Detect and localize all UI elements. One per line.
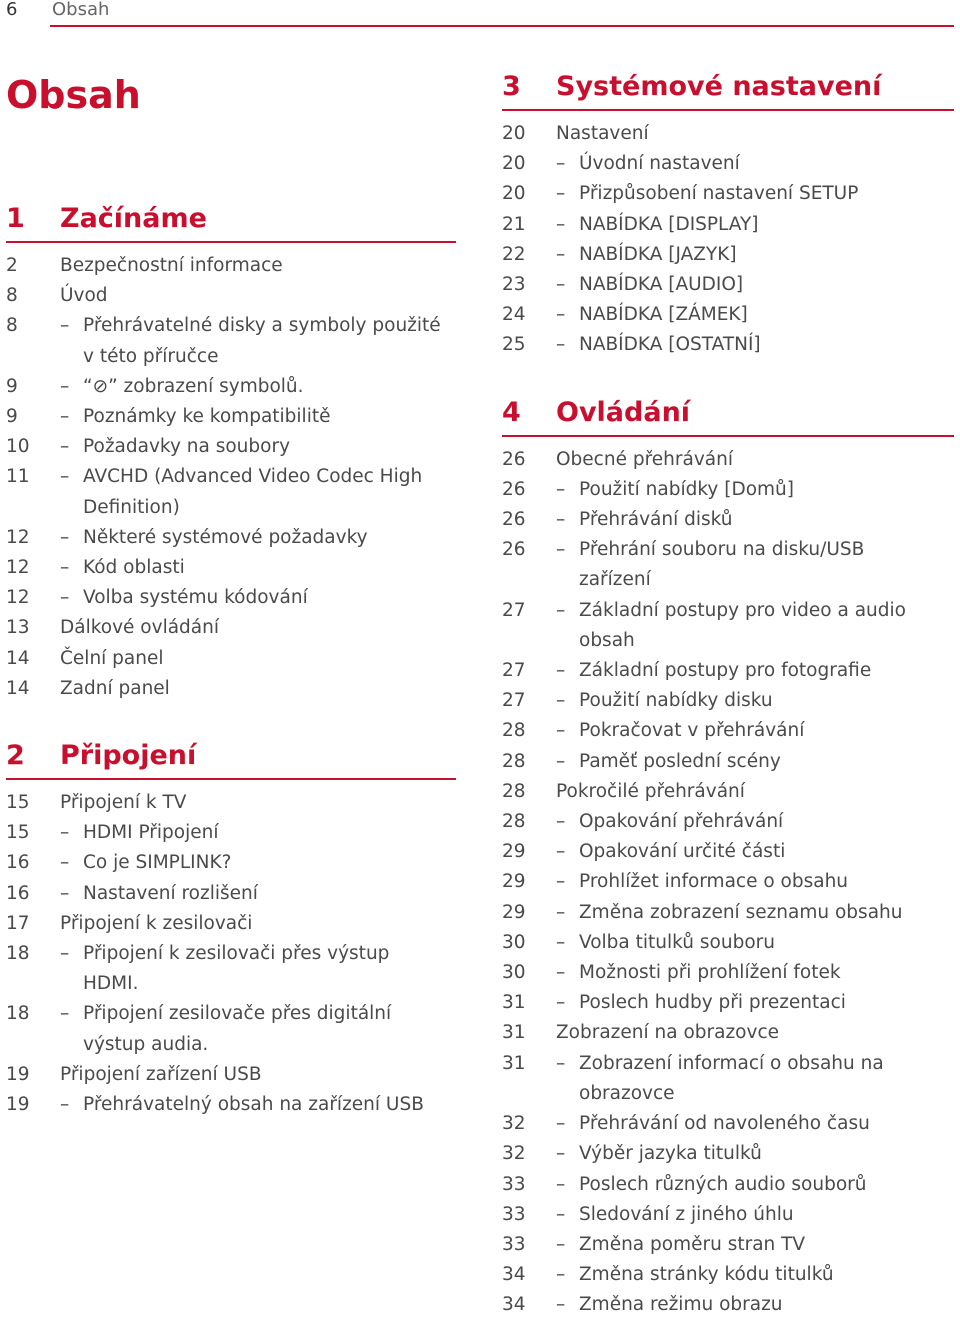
- toc-entry[interactable]: [502, 1260, 954, 1290]
- subentry-dash: –: [556, 1173, 566, 1195]
- toc-entry-text: Zobrazení informací o obsahu na obrazovce: [579, 1052, 884, 1104]
- toc-entry-text: Přehrávatelný obsah na zařízení USB: [83, 1094, 424, 1116]
- toc-page-number: 8: [6, 315, 18, 337]
- toc-page-number: 9: [6, 375, 18, 397]
- chapter-number: 4: [502, 396, 521, 428]
- toc-page-number: 32: [502, 1113, 526, 1135]
- toc-entry[interactable]: [502, 119, 954, 149]
- toc-page-number: 34: [502, 1294, 526, 1316]
- subentry-dash: –: [556, 1052, 566, 1074]
- toc-entry[interactable]: [502, 445, 954, 475]
- toc-entry-text: Zadní panel: [60, 677, 170, 699]
- toc-page-number: 19: [6, 1063, 30, 1085]
- toc-page-number: 26: [502, 448, 526, 470]
- header-divider: [50, 25, 954, 27]
- toc-entry[interactable]: [502, 958, 954, 988]
- toc-page-number: 22: [502, 243, 526, 265]
- subentry-dash: –: [556, 901, 566, 923]
- toc-entry-text: Výběr jazyka titulků: [579, 1143, 762, 1165]
- toc-entry[interactable]: [502, 1049, 954, 1109]
- toc-entry-text: HDMI Připojení: [83, 822, 219, 844]
- toc-page-number: 33: [502, 1173, 526, 1195]
- chapter-number: 2: [6, 740, 25, 772]
- toc-entry[interactable]: [6, 553, 456, 583]
- toc-entry-text: Použití nabídky disku: [579, 690, 773, 712]
- toc-page-number: 33: [502, 1203, 526, 1225]
- toc-entry[interactable]: [6, 462, 456, 522]
- toc-entry-text: Sledování z jiného úhlu: [579, 1203, 794, 1225]
- toc-entry-text: Úvodní nastavení: [579, 153, 740, 175]
- subentry-dash: –: [556, 992, 566, 1014]
- toc-list: [6, 788, 456, 1120]
- toc-entry[interactable]: [502, 300, 954, 330]
- chapter-1: [6, 185, 456, 704]
- subentry-dash: –: [556, 871, 566, 893]
- toc-page-number: 20: [502, 123, 526, 144]
- toc-entry-text: Co je SIMPLINK?: [83, 852, 232, 874]
- toc-page-number: 29: [502, 841, 526, 863]
- toc-entry[interactable]: [6, 909, 456, 939]
- toc-entry-text: Zobrazení na obrazovce: [556, 1022, 779, 1044]
- toc-page-number: 20: [502, 153, 526, 175]
- toc-entry[interactable]: [6, 432, 456, 462]
- subentry-dash: –: [60, 882, 70, 904]
- toc-entry-text: Prohlížet informace o obsahu: [579, 871, 849, 893]
- subentry-dash: –: [556, 720, 566, 742]
- chapter-divider: [6, 241, 456, 243]
- toc-entry-text: “⊘” zobrazení symbolů.: [83, 375, 304, 397]
- toc-entry-text: Dálkové ovládání: [60, 617, 219, 639]
- subentry-dash: –: [556, 304, 566, 326]
- toc-entry-text: Obecné přehrávání: [556, 448, 733, 470]
- toc-entry-text: NABÍDKA [DISPLAY]: [579, 213, 759, 235]
- toc-entry[interactable]: [502, 1139, 954, 1169]
- toc-entry[interactable]: [6, 251, 456, 281]
- toc-page-number: 11: [6, 466, 30, 488]
- toc-entry[interactable]: [6, 788, 456, 818]
- toc-page-number: 17: [6, 912, 30, 934]
- toc-entry[interactable]: [6, 311, 456, 371]
- toc-entry-text: Některé systémové požadavky: [83, 526, 368, 548]
- toc-entry-text: NABÍDKA [AUDIO]: [579, 274, 744, 296]
- toc-entry-text: Poznámky ke kompatibilitě: [83, 406, 331, 428]
- toc-page-number: 20: [502, 183, 526, 205]
- toc-page-number: 12: [6, 526, 30, 548]
- toc-page-number: 32: [502, 1143, 526, 1165]
- chapter-divider: [502, 109, 954, 111]
- toc-page-number: 31: [502, 1052, 526, 1074]
- toc-entry[interactable]: [502, 475, 954, 505]
- subentry-dash: –: [556, 750, 566, 772]
- subentry-dash: –: [556, 509, 566, 531]
- toc-page-number: 28: [502, 720, 526, 742]
- toc-list: [502, 445, 954, 1321]
- subentry-dash: –: [60, 526, 70, 548]
- toc-entry-text: Použití nabídky [Domů]: [579, 478, 794, 500]
- chapter-heading: [6, 185, 456, 243]
- toc-page-number: 12: [6, 557, 30, 579]
- subentry-dash: –: [60, 1003, 70, 1025]
- toc-entry[interactable]: [6, 879, 456, 909]
- subentry-dash: –: [556, 153, 566, 175]
- subentry-dash: –: [556, 1264, 566, 1286]
- toc-page-number: 26: [502, 478, 526, 500]
- subentry-dash: –: [60, 466, 70, 488]
- toc-entry-text: Kód oblasti: [83, 557, 185, 579]
- subentry-dash: –: [556, 690, 566, 712]
- toc-entry-text: Připojení zesilovače přes digitální výstup audia.: [83, 1003, 392, 1055]
- toc-page-number: 9: [6, 406, 18, 428]
- page-title: Obsah: [6, 73, 141, 117]
- toc-page-number: 16: [6, 882, 30, 904]
- toc-entry-text: Připojení zařízení USB: [60, 1063, 262, 1085]
- toc-entry-text: Volba titulků souboru: [579, 931, 775, 953]
- left-column: [6, 185, 456, 1120]
- toc-entry[interactable]: [502, 988, 954, 1018]
- toc-entry[interactable]: [6, 372, 456, 402]
- toc-entry-text: Změna režimu obrazu: [579, 1294, 783, 1316]
- toc-entry[interactable]: [6, 674, 456, 704]
- toc-page-number: 28: [502, 811, 526, 833]
- toc-entry[interactable]: [502, 1290, 954, 1320]
- toc-entry[interactable]: [502, 210, 954, 240]
- toc-page-number: 18: [6, 1003, 30, 1025]
- toc-page-number: 12: [6, 587, 30, 609]
- toc-entry[interactable]: [502, 505, 954, 535]
- toc-page-number: 30: [502, 931, 526, 953]
- toc-entry[interactable]: [502, 898, 954, 928]
- chapter-heading: [502, 379, 954, 437]
- toc-entry[interactable]: [502, 330, 954, 360]
- subentry-dash: –: [556, 962, 566, 984]
- toc-entry-text: Přizpůsobení nastavení SETUP: [579, 183, 859, 205]
- toc-entry-text: Připojení k TV: [60, 792, 187, 814]
- subentry-dash: –: [556, 811, 566, 833]
- toc-entry[interactable]: [502, 837, 954, 867]
- toc-page-number: 26: [502, 539, 526, 561]
- toc-entry-text: Změna zobrazení seznamu obsahu: [579, 901, 903, 923]
- toc-entry-text: NABÍDKA [ZÁMEK]: [579, 304, 748, 326]
- subentry-dash: –: [556, 660, 566, 682]
- toc-entry[interactable]: [6, 939, 456, 999]
- toc-entry-text: Základní postupy pro fotografie: [579, 660, 872, 682]
- toc-entry-text: AVCHD (Advanced Video Codec High Definition): [83, 466, 423, 518]
- toc-entry[interactable]: [502, 1170, 954, 1200]
- toc-entry-text: NABÍDKA [JAZYK]: [579, 243, 737, 265]
- toc-page-number: 34: [502, 1264, 526, 1286]
- chapter-title: Začínáme: [60, 203, 207, 234]
- subentry-dash: –: [60, 852, 70, 874]
- chapter-divider: [502, 435, 954, 437]
- subentry-dash: –: [60, 587, 70, 609]
- toc-entry[interactable]: [502, 867, 954, 897]
- chapter-number: 1: [6, 203, 25, 234]
- toc-entry-text: Poslech různých audio souborů: [579, 1173, 867, 1195]
- toc-entry-text: Připojení k zesilovači: [60, 912, 253, 934]
- toc-entry[interactable]: [502, 686, 954, 716]
- toc-entry-text: Přehrávání od navoleného času: [579, 1113, 870, 1135]
- toc-entry-text: Přehrání souboru na disku/USB zařízení: [579, 539, 865, 591]
- subentry-dash: –: [556, 213, 566, 235]
- toc-entry[interactable]: [6, 848, 456, 878]
- toc-page-number: 14: [6, 647, 30, 669]
- toc-entry-text: Poslech hudby při prezentaci: [579, 992, 846, 1014]
- toc-page-number: 16: [6, 852, 30, 874]
- subentry-dash: –: [556, 1203, 566, 1225]
- toc-entry-text: Možnosti při prohlížení fotek: [579, 962, 841, 984]
- toc-page-number: 21: [502, 213, 526, 235]
- subentry-dash: –: [60, 406, 70, 428]
- chapter-title: Systémové nastavení: [556, 71, 882, 102]
- toc-entry-text: Čelní panel: [60, 647, 164, 669]
- toc-page-number: 27: [502, 599, 526, 621]
- toc-entry[interactable]: [502, 535, 954, 595]
- toc-entry[interactable]: [6, 1090, 456, 1120]
- subentry-dash: –: [556, 334, 566, 356]
- toc-page-number: 14: [6, 677, 30, 699]
- toc-entry-text: Základní postupy pro video a audio obsah: [579, 599, 906, 651]
- toc-page-number: 33: [502, 1233, 526, 1255]
- toc-entry[interactable]: [502, 240, 954, 270]
- chapter-number: 3: [502, 71, 521, 102]
- subentry-dash: –: [60, 436, 70, 458]
- chapter-4: [502, 379, 954, 1321]
- toc-entry[interactable]: [502, 270, 954, 300]
- toc-page-number: 15: [6, 792, 30, 814]
- toc-entry[interactable]: [502, 656, 954, 686]
- toc-entry-text: Úvod: [60, 285, 108, 307]
- chapter-title: Připojení: [60, 740, 197, 772]
- subentry-dash: –: [556, 1233, 566, 1255]
- page-number: 6: [6, 0, 18, 20]
- toc-page-number: 8: [6, 285, 18, 307]
- toc-page-number: 27: [502, 690, 526, 712]
- toc-entry-text: Paměť poslední scény: [579, 750, 781, 772]
- toc-entry[interactable]: [502, 596, 954, 656]
- page-header: [0, 0, 960, 26]
- toc-entry[interactable]: [502, 747, 954, 777]
- subentry-dash: –: [556, 841, 566, 863]
- toc-entry-text: Opakování určité části: [579, 841, 786, 863]
- toc-page-number: 29: [502, 871, 526, 893]
- toc-entry[interactable]: [6, 1060, 456, 1090]
- toc-entry[interactable]: [6, 402, 456, 432]
- toc-entry-text: Nastavení rozlišení: [83, 882, 258, 904]
- subentry-dash: –: [556, 1113, 566, 1135]
- toc-page-number: 18: [6, 943, 30, 965]
- subentry-dash: –: [60, 557, 70, 579]
- toc-entry[interactable]: [502, 179, 954, 209]
- toc-page-number: 15: [6, 822, 30, 844]
- subentry-dash: –: [60, 315, 70, 337]
- toc-entry[interactable]: [502, 716, 954, 746]
- toc-entry-text: Opakování přehrávání: [579, 811, 784, 833]
- toc-page-number: 23: [502, 274, 526, 296]
- toc-page-number: 10: [6, 436, 30, 458]
- toc-page-number: 28: [502, 750, 526, 772]
- toc-entry-text: Připojení k zesilovači přes výstup HDMI.: [83, 943, 390, 995]
- toc-entry[interactable]: [502, 1230, 954, 1260]
- chapter-heading: [6, 722, 456, 780]
- toc-entry-text: Přehrávání disků: [579, 509, 733, 531]
- subentry-dash: –: [556, 274, 566, 296]
- toc-entry-text: Bezpečnostní informace: [60, 255, 283, 276]
- toc-entry-text: Pokračovat v přehrávání: [579, 720, 805, 742]
- chapter-3: [502, 53, 954, 361]
- toc-entry[interactable]: [502, 1018, 954, 1048]
- toc-page-number: 25: [502, 334, 526, 356]
- subentry-dash: –: [556, 183, 566, 205]
- toc-entry[interactable]: [6, 523, 456, 553]
- toc-entry[interactable]: [502, 928, 954, 958]
- toc-entry[interactable]: [502, 1200, 954, 1230]
- subentry-dash: –: [556, 599, 566, 621]
- toc-entry[interactable]: [6, 999, 456, 1059]
- chapter-2: [6, 722, 456, 1120]
- toc-entry-text: Přehrávatelné disky a symboly použité v této příručce: [83, 315, 441, 367]
- toc-entry[interactable]: [6, 583, 456, 613]
- toc-entry[interactable]: [502, 807, 954, 837]
- toc-entry-text: Volba systému kódování: [83, 587, 308, 609]
- toc-entry-text: Pokročilé přehrávání: [556, 780, 745, 802]
- toc-entry[interactable]: [6, 613, 456, 643]
- toc-entry[interactable]: [6, 818, 456, 848]
- subentry-dash: –: [556, 243, 566, 265]
- subentry-dash: –: [556, 478, 566, 500]
- toc-entry[interactable]: [502, 149, 954, 179]
- toc-page-number: 19: [6, 1094, 30, 1116]
- toc-entry-text: NABÍDKA [OSTATNÍ]: [579, 334, 761, 356]
- toc-list: [502, 119, 954, 361]
- subentry-dash: –: [556, 931, 566, 953]
- toc-entry-text: Nastavení: [556, 123, 649, 144]
- toc-page-number: 31: [502, 1022, 526, 1044]
- running-section-title: Obsah: [52, 0, 110, 20]
- right-column: [502, 53, 954, 1321]
- toc-entry-text: Změna stránky kódu titulků: [579, 1264, 834, 1286]
- subentry-dash: –: [556, 539, 566, 561]
- toc-page-number: 30: [502, 962, 526, 984]
- chapter-divider: [6, 778, 456, 780]
- toc-entry-text: Změna poměru stran TV: [579, 1233, 806, 1255]
- subentry-dash: –: [556, 1143, 566, 1165]
- chapter-title: Ovládání: [556, 396, 691, 428]
- toc-page-number: 31: [502, 992, 526, 1014]
- toc-list: [6, 251, 456, 704]
- toc-page-number: 29: [502, 901, 526, 923]
- subentry-dash: –: [556, 1294, 566, 1316]
- toc-entry[interactable]: [502, 1109, 954, 1139]
- toc-entry[interactable]: [6, 281, 456, 311]
- chapter-heading: [502, 53, 954, 111]
- toc-page-number: 2: [6, 255, 18, 276]
- toc-page-number: 28: [502, 780, 526, 802]
- toc-page-number: 26: [502, 509, 526, 531]
- toc-page-number: 24: [502, 304, 526, 326]
- subentry-dash: –: [60, 943, 70, 965]
- subentry-dash: –: [60, 822, 70, 844]
- toc-entry-text: Požadavky na soubory: [83, 436, 291, 458]
- toc-page-number: 27: [502, 660, 526, 682]
- toc-entry[interactable]: [6, 644, 456, 674]
- toc-page-number: 13: [6, 617, 30, 639]
- subentry-dash: –: [60, 1094, 70, 1116]
- toc-entry[interactable]: [502, 777, 954, 807]
- subentry-dash: –: [60, 375, 70, 397]
